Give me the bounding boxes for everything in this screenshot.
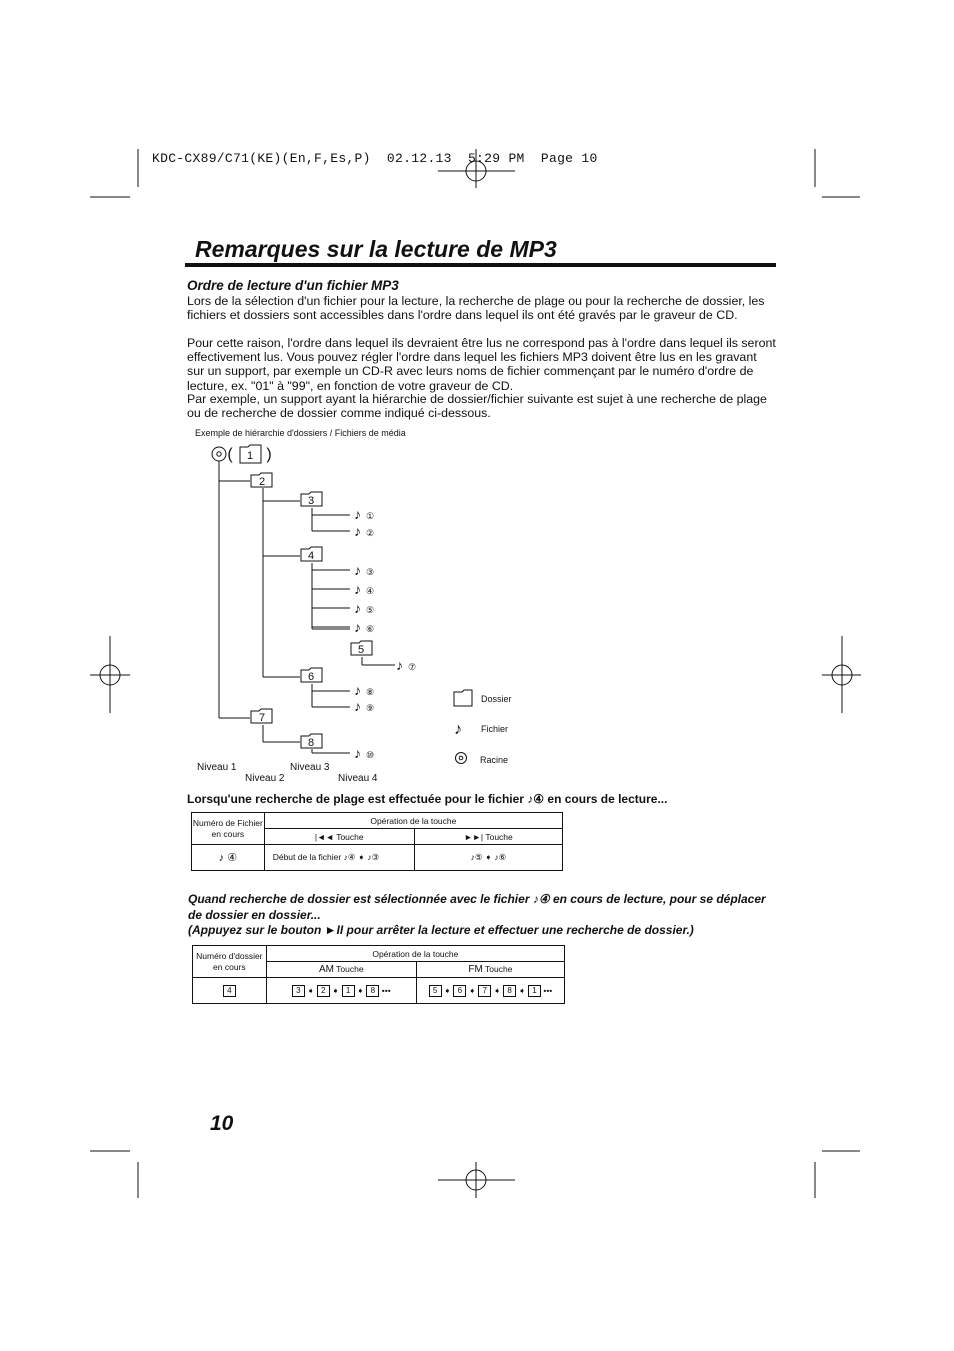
track-search-table: Numéro de Fichier en cours Opération de la touche |◄◄ Touche ►►| Touche ♪ ④ Début de la fichier ♪④ ➧ ♪③ ♪⑤ ➧ ♪⑥ [191,812,563,871]
svg-text:♪: ♪ [354,619,361,635]
svg-text:): ) [266,446,272,463]
svg-text:♪: ♪ [354,581,361,597]
folder-label: 7 [258,712,266,724]
svg-text:♪: ♪ [354,562,361,578]
file-label: ④ [366,586,375,596]
svg-text:♪: ♪ [354,523,361,539]
file-label: ② [366,528,375,538]
svg-text:♪: ♪ [354,745,361,761]
file-label: ⑦ [408,662,417,672]
root-icon [212,447,226,461]
paragraph-3: Par exemple, un support ayant la hiérarchie de dossier/fichier suivante est sujet à une recherche de plage ou de recherche de dossier comme indiqué ci-dessous. [187,392,767,421]
svg-text:♪: ♪ [354,506,361,522]
svg-text:♪: ♪ [354,600,361,616]
folder-search-heading: Quand recherche de dossier est sélectionnée avec le fichier ♪④ en cours de lecture, pour se déplacer de dossier en dossier... (Appuyez sur le bouton ►II pour arrêter la lecture et effectuer une recherche de dossier.) [188,892,766,937]
print-slug: KDC-CX89/C71(KE)(En,F,Es,P) 02.12.13 5:29 PM Page 10 [152,151,598,166]
folder-icon [454,690,472,706]
svg-text:♪: ♪ [354,698,361,714]
file-label: ⑩ [366,750,375,760]
title-rule [185,263,776,267]
file-label: ⑧ [366,687,375,697]
section-heading: Ordre de lecture d'un fichier MP3 [187,278,399,293]
level-label: Niveau 2 [245,773,285,784]
folder-label: 6 [307,671,315,683]
paragraph-1: Lors de la sélection d'un fichier pour la lecture, la recherche de plage ou pour la recherche de dossier, les fichiers et dossiers sont accessibles dans l'ordre dans lequel ils ont été gravés par le graveur de CD. [187,294,765,323]
folder-label: 2 [258,476,266,488]
paragraph-2: Pour cette raison, l'ordre dans lequel ils devraient être lus ne correspond pas à l'ordre dans lequel ils seront effectivement lus. Vous pouvez régler l'ordre dans lequel les fichiers MP3 doivent être lus en les gravant sur un support, par exemple un CD-R avec leurs noms de fichier commençant par le numéro d'ordre de lecture, ex. "01" à "99", en fonction de votre graveur de CD. [187,336,776,393]
file-label: ⑤ [366,605,375,615]
file-label: ⑥ [366,624,375,634]
svg-text:♪: ♪ [396,657,403,673]
svg-text:Fichier: Fichier [481,724,509,734]
file-label: ① [366,511,375,521]
svg-text:♪: ♪ [454,721,462,738]
folder-label: 1 [246,450,254,462]
folder-label: 5 [357,644,365,656]
legend [454,690,512,765]
next-track-icon: ►►| [464,831,484,842]
svg-text:Dossier: Dossier [481,694,512,704]
folder-label: 3 [307,495,315,507]
level-label: Niveau 4 [338,773,378,784]
svg-text:♪: ♪ [354,682,361,698]
track-search-heading: Lorsqu'une recherche de plage est effectuée pour le fichier ♪④ en cours de lecture... [187,792,668,806]
file-label: ③ [366,567,375,577]
folder-search-table: Numéro d'dossier en cours Opération de la touche AM Touche FM Touche 4 3 ➧ 2 ➧ 1 ➧ 8 ••• 5 ➧ 6 ➧ 7 ➧ 8 ➧ 1 ••• [192,945,565,1004]
folder-tree-diagram [190,440,610,790]
root-icon [456,753,467,764]
page-title: Remarques sur la lecture de MP3 [195,236,557,262]
folder-label: 4 [307,550,315,562]
folder-label: 8 [307,737,315,749]
diagram-caption: Exemple de hiérarchie d'dossiers / Fichiers de média [195,428,406,438]
prev-track-icon: |◄◄ [314,831,334,842]
file-label: ⑨ [366,703,375,713]
page-number: 10 [210,1112,234,1135]
svg-text:Racine: Racine [480,755,509,765]
level-label: Niveau 3 [290,762,330,773]
svg-text:(: ( [227,446,233,463]
level-label: Niveau 1 [197,762,237,773]
